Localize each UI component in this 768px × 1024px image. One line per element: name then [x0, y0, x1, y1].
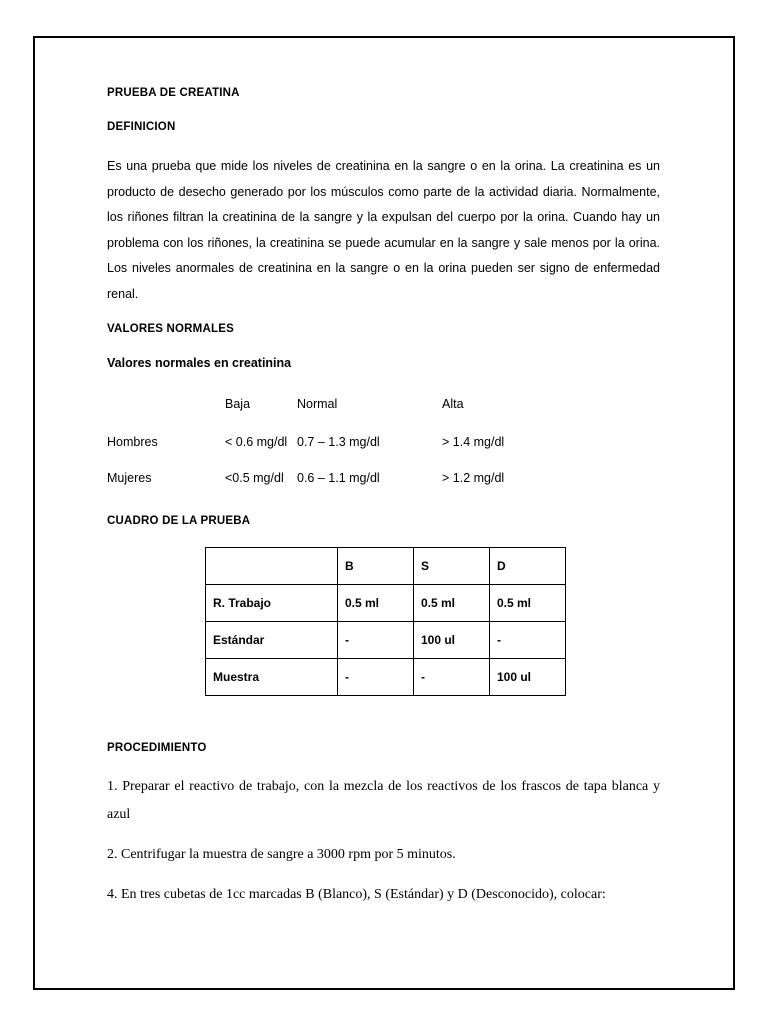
- definition-heading: DEFINICION: [107, 120, 176, 133]
- nv-row-label-mujeres: Mujeres: [107, 471, 152, 486]
- procedure-heading: PROCEDIMIENTO: [107, 742, 207, 755]
- nv-mujeres-alta: > 1.2 mg/dl: [442, 471, 505, 486]
- tt-r-trabajo-d: 0.5 ml: [490, 585, 566, 622]
- test-table-container: [205, 547, 660, 696]
- nv-hombres-alta: > 1.4 mg/dl: [442, 434, 505, 449]
- tt-estandar-s: 100 ul: [414, 622, 490, 659]
- tt-r-trabajo-s: 0.5 ml: [414, 585, 490, 622]
- normal-values-heading: VALORES NORMALES: [107, 322, 234, 335]
- table-header-row: [206, 548, 566, 585]
- tt-muestra-d: 100 ul: [490, 659, 566, 696]
- nv-row-label-hombres: Hombres: [107, 434, 158, 449]
- test-table-heading: CUADRO DE LA PRUEBA: [107, 515, 251, 528]
- tt-estandar-b: -: [338, 622, 414, 659]
- nv-hombres-normal: 0.7 – 1.3 mg/dl: [297, 434, 380, 449]
- table-row: [206, 585, 566, 622]
- table-row: [206, 622, 566, 659]
- tt-row-label-muestra: Muestra: [206, 659, 338, 696]
- document-content: [107, 86, 660, 921]
- tt-muestra-s: -: [414, 659, 490, 696]
- tt-header-blank: [206, 548, 338, 585]
- table-row: [206, 659, 566, 696]
- tt-header-s: S: [414, 548, 490, 585]
- tt-muestra-b: -: [338, 659, 414, 696]
- definition-paragraph: Es una prueba que mide los niveles de creatinina en la sangre o en la orina. La creatinina es un producto de desecho generado por los músculos como parte de la actividad diaria. Normalmente, los riñones filtran la creatinina de la sangre y la expulsan del cuerpo por la orina. Cuando hay un problema con los riñones, la creatinina se puede acumular en la sangre y sale menos por la orina. Los niveles anormales de creatinina en la sangre o en la orina pueden ser signo de enfermedad renal.: [107, 158, 660, 301]
- table-header-row: [107, 390, 660, 428]
- page-title: PRUEBA DE CREATINA: [107, 87, 240, 99]
- procedure-step-3: 4. En tres cubetas de 1cc marcadas B (Blanco), S (Estándar) y D (Desconocido), colocar:: [107, 887, 606, 903]
- tt-row-label-estandar: Estándar: [206, 622, 338, 659]
- nv-header-blank: [107, 390, 225, 428]
- test-table: [205, 547, 566, 696]
- table-row: [107, 428, 660, 464]
- normal-values-table: [107, 390, 660, 501]
- nv-mujeres-baja: <0.5 mg/dl: [225, 471, 284, 486]
- tt-header-b: B: [338, 548, 414, 585]
- normal-values-subheading: Valores normales en creatinina: [107, 355, 292, 370]
- procedure-step-2: 2. Centrifugar la muestra de sangre a 3000 rpm por 5 minutos.: [107, 847, 456, 863]
- tt-row-label-r-trabajo: R. Trabajo: [206, 585, 338, 622]
- nv-hombres-baja: < 0.6 mg/dl: [225, 434, 288, 449]
- tt-header-d: D: [490, 548, 566, 585]
- tt-r-trabajo-b: 0.5 ml: [338, 585, 414, 622]
- tt-estandar-d: -: [490, 622, 566, 659]
- table-row: [107, 464, 660, 500]
- nv-mujeres-normal: 0.6 – 1.1 mg/dl: [297, 471, 380, 486]
- nv-header-normal: Normal: [297, 396, 338, 411]
- procedure-step-1: 1. Preparar el reactivo de trabajo, con la mezcla de los reactivos de los frascos de tapa blanca y azul: [107, 779, 660, 823]
- nv-header-alta: Alta: [442, 396, 464, 411]
- nv-header-baja: Baja: [225, 396, 251, 411]
